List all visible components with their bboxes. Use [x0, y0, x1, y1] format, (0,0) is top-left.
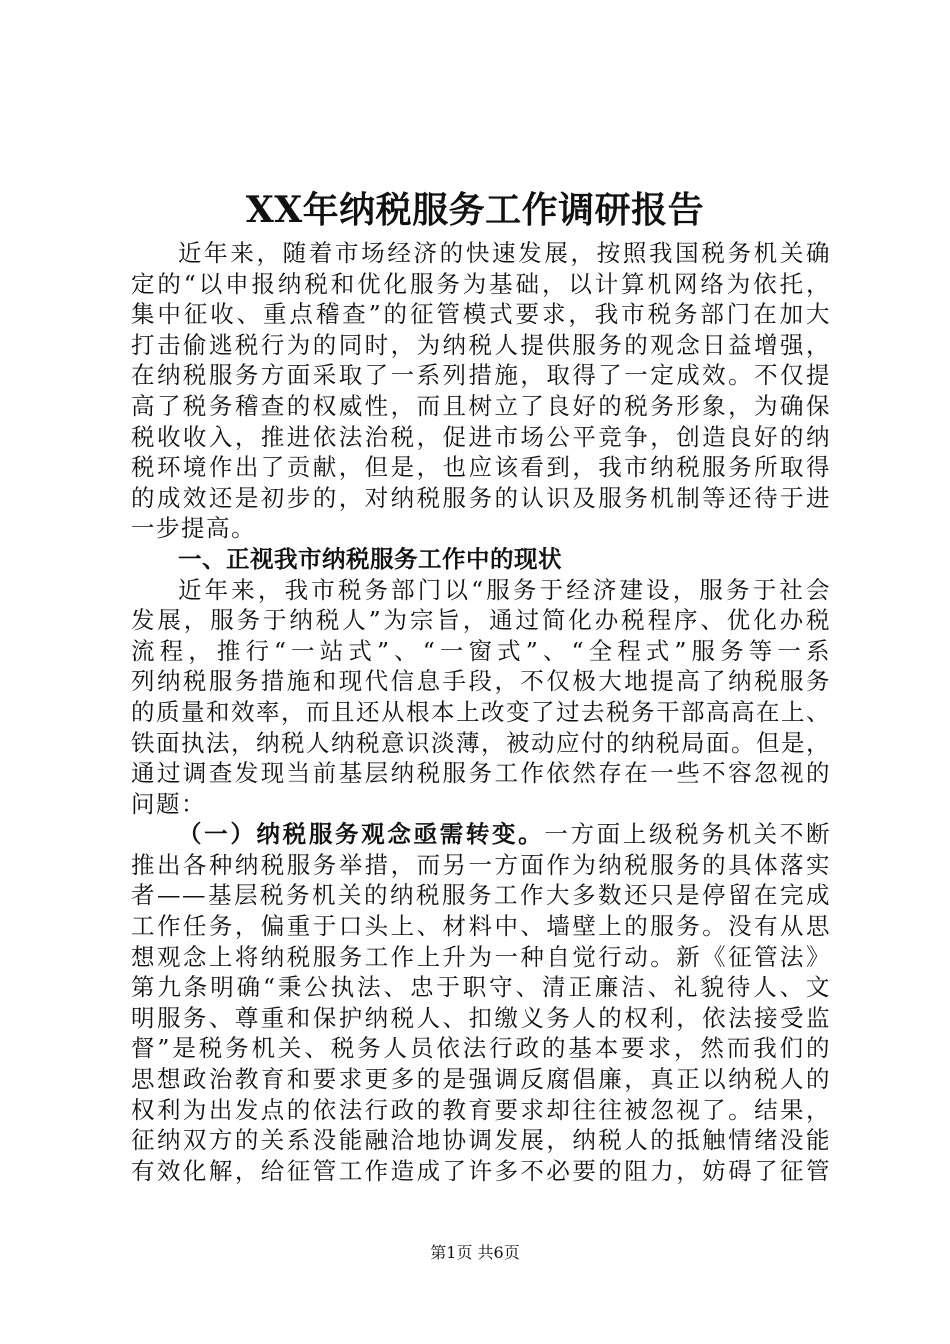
text-line: 税收收入，推进依法治税，促进市场公平竞争，创造良好的纳 [131, 422, 831, 451]
text-line: 打击偷逃税行为的同时，为纳税人提供服务的观念日益增强， [131, 330, 831, 359]
text-line: 权利为出发点的依法行政的教育要求却往往被忽视了。结果， [131, 1095, 831, 1124]
text-line: 问题： [131, 789, 206, 818]
document-body [131, 238, 831, 1186]
page-number: 第1页 共6页 [430, 1243, 520, 1262]
text-line: 思想政治教育和要求更多的是强调反腐倡廉，真正以纳税人的 [131, 1065, 831, 1094]
text-line: 税环境作出了贡献，但是，也应该看到，我市纳税服务所取得 [131, 453, 831, 482]
text-line: 定的“以申报纳税和优化服务为基础，以计算机网络为依托， [131, 269, 831, 298]
text-run: 一方面上级税务机关不断 [544, 820, 831, 849]
text-line: 想观念上将纳税服务工作上升为一种自觉行动。新《征管法》 [131, 942, 831, 971]
paragraph-intro [131, 238, 831, 544]
text-line: 通过调查发现当前基层纳税服务工作依然存在一些不容忽视的 [131, 759, 831, 788]
document-title: XX年纳税服务工作调研报告 [245, 189, 705, 231]
text-line: 列纳税服务措施和现代信息手段，不仅极大地提高了纳税服务 [131, 667, 831, 696]
paragraph-service-concept [131, 819, 831, 1186]
text-line: 近年来，随着市场经济的快速发展，按照我国税务机关确 [178, 239, 831, 267]
subsection-lead: （一）纳税服务观念亟需转变。 [178, 820, 545, 849]
text-line: 督”是税务机关、税务人员依法行政的基本要求，然而我们的 [131, 1034, 831, 1063]
text-line: 发展，服务于纳税人”为宗旨，通过简化办税程序、优化办税 [131, 606, 831, 635]
text-line: 集中征收、重点稽查”的征管模式要求，我市税务部门在加大 [131, 300, 831, 329]
text-line: 第九条明确“秉公执法、忠于职守、清正廉洁、礼貌待人、文 [131, 973, 831, 1002]
section-heading: 一、正视我市纳税服务工作中的现状 [178, 544, 562, 573]
text-line: 近年来，我市税务部门以“服务于经济建设，服务于社会 [178, 575, 831, 604]
text-line: 流程，推行“一站式”、“一窗式”、“全程式”服务等一系 [131, 636, 831, 665]
text-line: 在纳税服务方面采取了一系列措施，取得了一定成效。不仅提 [131, 361, 831, 390]
paragraph-status [131, 575, 831, 820]
text-line-first [131, 819, 831, 850]
text-line: 铁面执法，纳税人纳税意识淡薄，被动应付的纳税局面。但是， [131, 728, 831, 757]
text-line: 一步提高。 [131, 514, 256, 543]
text-line: 的质量和效率，而且还从根本上改变了过去税务干部高高在上、 [131, 697, 831, 726]
text-line: 工作任务，偏重于口头上、材料中、墙壁上的服务。没有从思 [131, 912, 831, 941]
text-line: 征纳双方的关系没能融洽地协调发展，纳税人的抵触情绪没能 [131, 1126, 831, 1155]
text-line: 有效化解，给征管工作造成了许多不必要的阻力，妨碍了征管 [131, 1156, 831, 1185]
text-line: 高了税务稽查的权威性，而且树立了良好的税务形象，为确保 [131, 391, 831, 420]
text-line: 明服务、尊重和保护纳税人、扣缴义务人的权利，依法接受监 [131, 1003, 831, 1032]
text-line: 的成效还是初步的，对纳税服务的认识及服务机制等还待于进 [131, 483, 831, 512]
text-line: 者——基层税务机关的纳税服务工作大多数还只是停留在完成 [131, 881, 831, 910]
text-line: 推出各种纳税服务举措，而另一方面作为纳税服务的具体落实 [131, 850, 831, 879]
